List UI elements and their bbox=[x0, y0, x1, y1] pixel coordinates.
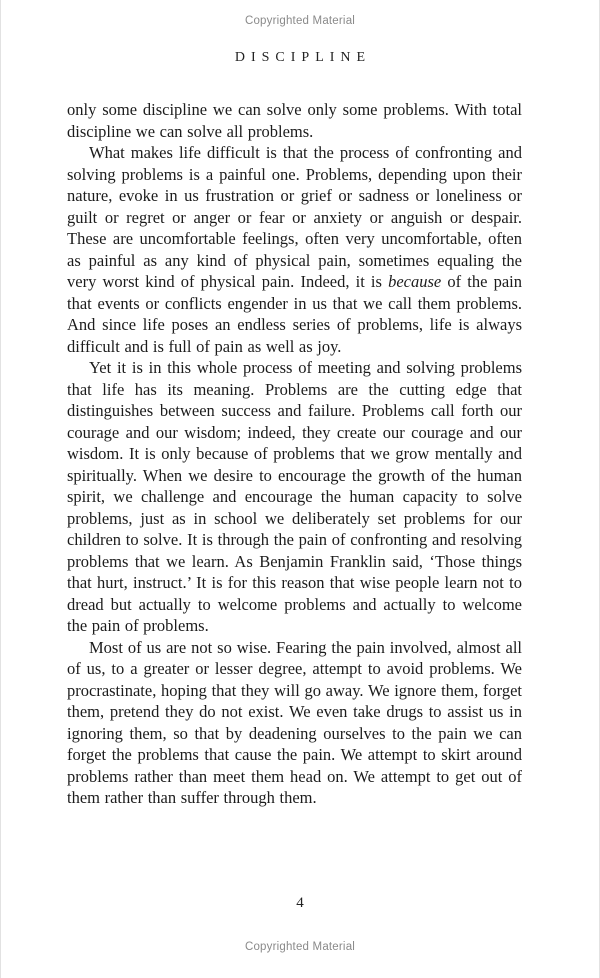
page-number: 4 bbox=[296, 895, 304, 911]
chapter-header: DISCIPLINE bbox=[234, 50, 372, 65]
text-segment: Most of us are not so wise. Fearing the pain involved, almost all of us, to a greater or lesser degree, attempt to avoid problems. We procrastinate, hoping that they will go away. We ignore them, forget them, pretend they do not exist. We even take drugs to assist us in ignoring them, so that by deadening ourselves to the pain we can forget the problems that cause the pain. We attempt to skirt around problems rather than meet them head on. We attempt to get out of them rather than suffer through them. bbox=[67, 637, 522, 807]
paragraph bbox=[67, 142, 522, 357]
paragraph bbox=[67, 357, 522, 637]
italic-text-segment: because bbox=[388, 272, 442, 291]
text-segment: What makes life difficult is that the process of confronting and solving problems is a painful one. Problems, depending upon their nature, evoke in us frustration or grief or sadness or loneliness or guilt or regret or anger or fear or anxiety or anguish or despair. These are uncomfortable feelings, often very uncomfortable, often as painful as any kind of physical pain, sometimes equaling the very worst kind of physical pain. Indeed, it is bbox=[67, 143, 522, 291]
text-segment: of the pain that events or conflicts engender in us that we call them problems. And since life poses an endless series of problems, life is always difficult and is full of pain as well as joy. bbox=[67, 272, 522, 356]
body-text bbox=[67, 99, 522, 809]
paragraph bbox=[67, 637, 522, 809]
copyright-notice-bottom: Copyrighted Material bbox=[244, 941, 356, 953]
text-segment: only some discipline we can solve only some problems. With total discipline we can solve all problems. bbox=[67, 100, 522, 141]
copyright-notice-top: Copyrighted Material bbox=[244, 15, 356, 27]
paragraph bbox=[67, 99, 522, 142]
text-segment: Yet it is in this whole process of meeting and solving problems that life has its meaning. Problems are the cutting edge that distinguishes between success and failure. Problems call forth our courage and our wisdom; indeed, they create our courage and our wisdom. It is only because of problems that we grow mentally and spiritually. When we desire to encourage the growth of the human spirit, we challenge and encourage the human capacity to solve problems, just as in school we deliberately set problems for our children to solve. It is through the pain of confronting and resolving problems that we learn. As Benjamin Franklin said, ‘Those things that hurt, instruct.’ It is for this reason that wise people learn not to dread but actually to welcome problems and actually to welcome the pain of problems. bbox=[67, 358, 522, 635]
